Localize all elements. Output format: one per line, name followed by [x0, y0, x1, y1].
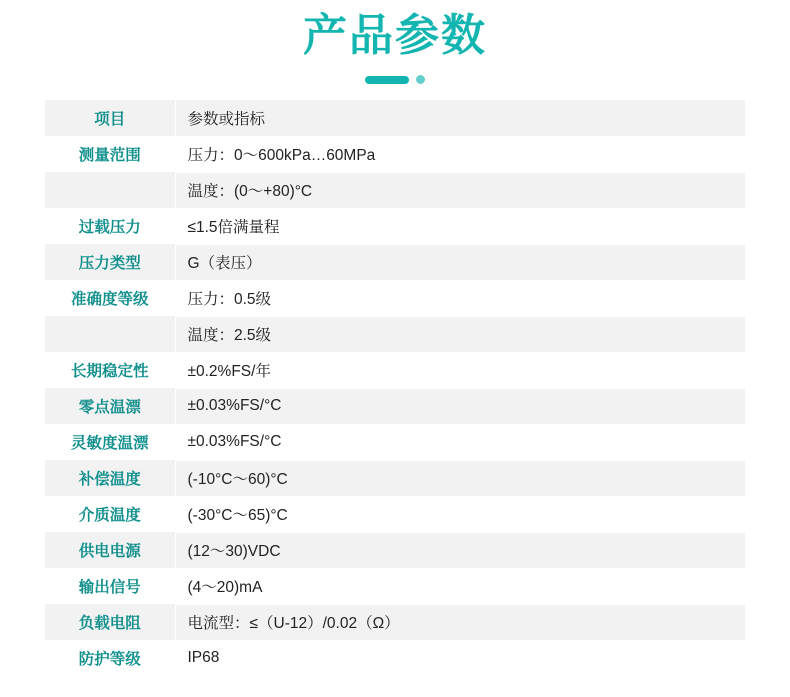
row-value: 参数或指标 [175, 100, 745, 136]
row-value: IP68 [175, 640, 745, 676]
row-value: 温度：(0～+80)°C [175, 172, 745, 208]
row-label: 补偿温度 [45, 460, 175, 496]
title-divider [0, 75, 790, 84]
row-value: 压力：0.5级 [175, 280, 745, 316]
table-row [45, 172, 745, 208]
row-value: (4～20)mA [175, 568, 745, 604]
row-label: 介质温度 [45, 496, 175, 532]
row-value: ±0.2%FS/年 [175, 352, 745, 388]
table-row [45, 460, 745, 496]
row-label: 防护等级 [45, 640, 175, 676]
row-label [45, 316, 175, 352]
row-value: ±0.03%FS/°C [175, 424, 745, 460]
row-label: 项目 [45, 100, 175, 136]
table-row [45, 280, 745, 316]
row-label: 测量范围 [45, 136, 175, 172]
table-row [45, 604, 745, 640]
row-label: 压力类型 [45, 244, 175, 280]
table-row [45, 388, 745, 424]
table-row [45, 244, 745, 280]
row-label: 零点温漂 [45, 388, 175, 424]
table-row [45, 532, 745, 568]
row-value: ≤1.5倍满量程 [175, 208, 745, 244]
row-value: (-10°C～60)°C [175, 460, 745, 496]
row-value: 电流型：≤（U-12）/0.02（Ω） [175, 604, 745, 640]
row-label: 输出信号 [45, 568, 175, 604]
table-row [45, 316, 745, 352]
table-row [45, 568, 745, 604]
row-label: 灵敏度温漂 [45, 424, 175, 460]
row-value: (12～30)VDC [175, 532, 745, 568]
row-label: 长期稳定性 [45, 352, 175, 388]
table-row [45, 136, 745, 172]
table-row [45, 424, 745, 460]
table-row [45, 208, 745, 244]
row-label: 过载压力 [45, 208, 175, 244]
table-row [45, 352, 745, 388]
table-row [45, 640, 745, 676]
row-label: 供电电源 [45, 532, 175, 568]
table-row [45, 100, 745, 136]
row-value: G（表压） [175, 244, 745, 280]
row-value: 压力：0～600kPa…60MPa [175, 136, 745, 172]
table-row [45, 496, 745, 532]
row-value: (-30°C～65)°C [175, 496, 745, 532]
page-title: 产品参数 [303, 11, 487, 60]
divider-bar-icon [365, 76, 409, 84]
row-label [45, 172, 175, 208]
divider-dot-icon [416, 75, 425, 84]
row-label: 准确度等级 [45, 280, 175, 316]
table-body [45, 100, 745, 676]
row-value: 温度：2.5级 [175, 316, 745, 352]
specifications-table [45, 100, 745, 677]
row-label: 负载电阻 [45, 604, 175, 640]
row-value: ±0.03%FS/°C [175, 388, 745, 424]
